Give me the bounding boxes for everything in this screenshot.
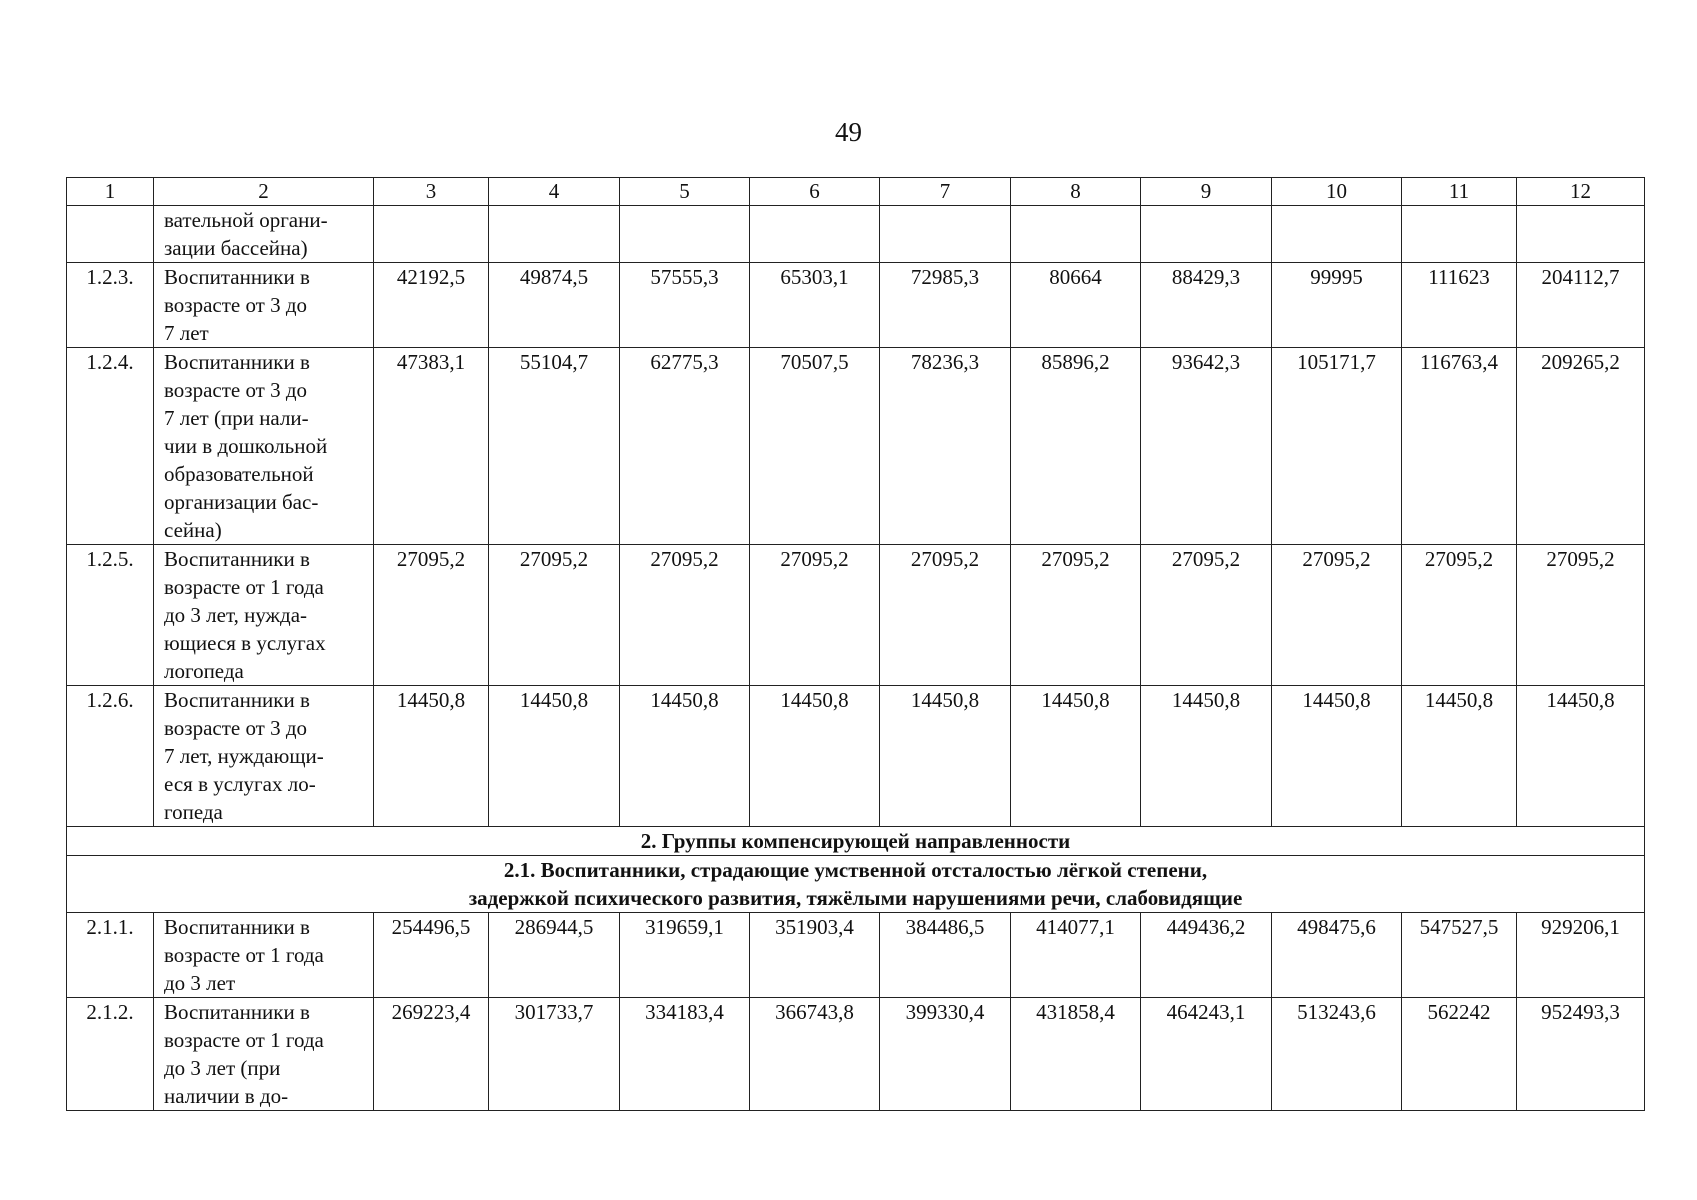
value-cell: 62775,3 [620, 348, 750, 545]
table-row [67, 263, 1645, 348]
section-2-title-line: 2. Группы компенсирующей направленности [640, 829, 1071, 853]
description-line: еся в услугах ло- [164, 772, 316, 796]
value-cell: 14450,8 [489, 686, 620, 827]
section-2-title-row [67, 827, 1645, 856]
value-cell: 319659,1 [620, 913, 750, 998]
value-cell: 254496,5 [374, 913, 489, 998]
value-cell [1011, 206, 1141, 263]
description-line: возрасте от 1 года [164, 943, 324, 967]
value-cell: 78236,3 [880, 348, 1011, 545]
row-code: 2.1.2. [67, 998, 154, 1111]
description-line: наличии в до- [164, 1084, 289, 1108]
value-cell: 204112,7 [1517, 263, 1645, 348]
value-cell: 27095,2 [1517, 545, 1645, 686]
description-line: до 3 лет, нужда- [164, 603, 308, 627]
table-row [67, 913, 1645, 998]
column-number: 8 [1011, 178, 1141, 206]
value-cell: 27095,2 [1272, 545, 1402, 686]
description-line: чии в дошкольной [164, 434, 328, 458]
description-line: сейна) [164, 518, 222, 542]
description-line: 7 лет [164, 321, 209, 345]
value-cell: 269223,4 [374, 998, 489, 1111]
page-number: 49 [835, 117, 862, 147]
value-cell [1141, 206, 1272, 263]
row-code: 1.2.4. [67, 348, 154, 545]
value-cell: 929206,1 [1517, 913, 1645, 998]
value-cell: 14450,8 [1517, 686, 1645, 827]
description-line: логопеда [164, 659, 244, 683]
row-description [154, 263, 374, 348]
column-number: 4 [489, 178, 620, 206]
table-row [67, 206, 1645, 263]
value-cell: 116763,4 [1402, 348, 1517, 545]
value-cell: 431858,4 [1011, 998, 1141, 1111]
description-line: Воспитанники в [164, 350, 310, 374]
value-cell: 14450,8 [1402, 686, 1517, 827]
value-cell: 27095,2 [1402, 545, 1517, 686]
value-cell: 449436,2 [1141, 913, 1272, 998]
row-description [154, 206, 374, 263]
column-number: 6 [750, 178, 880, 206]
table-row [67, 348, 1645, 545]
value-cell: 27095,2 [1141, 545, 1272, 686]
description-line: возрасте от 3 до [164, 293, 308, 317]
value-cell: 49874,5 [489, 263, 620, 348]
value-cell [620, 206, 750, 263]
description-line: возрасте от 1 года [164, 1028, 324, 1052]
row-description [154, 913, 374, 998]
value-cell: 47383,1 [374, 348, 489, 545]
value-cell: 27095,2 [489, 545, 620, 686]
description-line: 7 лет, нуждающи- [164, 744, 324, 768]
value-cell: 57555,3 [620, 263, 750, 348]
value-cell: 384486,5 [880, 913, 1011, 998]
value-cell: 80664 [1011, 263, 1141, 348]
column-number: 1 [67, 178, 154, 206]
value-cell: 562242 [1402, 998, 1517, 1111]
value-cell [880, 206, 1011, 263]
value-cell: 93642,3 [1141, 348, 1272, 545]
value-cell: 88429,3 [1141, 263, 1272, 348]
description-line: до 3 лет [164, 971, 236, 995]
value-cell: 414077,1 [1011, 913, 1141, 998]
value-cell: 27095,2 [374, 545, 489, 686]
column-number-row [67, 178, 1645, 206]
value-cell: 286944,5 [489, 913, 620, 998]
value-cell: 301733,7 [489, 998, 620, 1111]
tariff-table [66, 177, 1645, 1111]
row-code: 1.2.6. [67, 686, 154, 827]
table-row [67, 686, 1645, 827]
description-line: возрасте от 3 до [164, 716, 308, 740]
value-cell: 366743,8 [750, 998, 880, 1111]
value-cell: 547527,5 [1402, 913, 1517, 998]
description-line: Воспитанники в [164, 265, 310, 289]
column-number: 10 [1272, 178, 1402, 206]
section-2-1-title-line: задержкой психического развития, тяжёлыми нарушениями речи, слабовидящие [468, 886, 1243, 910]
description-line: вательной органи- [164, 208, 328, 232]
row-description [154, 545, 374, 686]
section-2-1-title [67, 856, 1645, 913]
section-2-1-title-line: 2.1. Воспитанники, страдающие умственной отсталостью лёгкой степени, [503, 858, 1208, 882]
table-row [67, 545, 1645, 686]
description-line: до 3 лет (при [164, 1056, 281, 1080]
value-cell: 27095,2 [620, 545, 750, 686]
description-line: возрасте от 3 до [164, 378, 308, 402]
value-cell: 27095,2 [1011, 545, 1141, 686]
column-number: 12 [1517, 178, 1645, 206]
value-cell: 65303,1 [750, 263, 880, 348]
description-line: зации бассейна) [164, 236, 308, 260]
column-number: 11 [1402, 178, 1517, 206]
value-cell: 14450,8 [1141, 686, 1272, 827]
description-line: Воспитанники в [164, 915, 310, 939]
value-cell: 334183,4 [620, 998, 750, 1111]
value-cell: 14450,8 [1011, 686, 1141, 827]
value-cell: 14450,8 [620, 686, 750, 827]
value-cell: 27095,2 [750, 545, 880, 686]
value-cell: 14450,8 [880, 686, 1011, 827]
value-cell: 399330,4 [880, 998, 1011, 1111]
column-number: 5 [620, 178, 750, 206]
row-code [67, 206, 154, 263]
value-cell: 464243,1 [1141, 998, 1272, 1111]
value-cell: 85896,2 [1011, 348, 1141, 545]
value-cell [1517, 206, 1645, 263]
description-line: 7 лет (при нали- [164, 406, 309, 430]
value-cell: 99995 [1272, 263, 1402, 348]
description-line: Воспитанники в [164, 547, 310, 571]
description-line: Воспитанники в [164, 1000, 310, 1024]
row-description [154, 348, 374, 545]
description-line: Воспитанники в [164, 688, 310, 712]
value-cell: 351903,4 [750, 913, 880, 998]
table-row [67, 998, 1645, 1111]
description-line: гопеда [164, 800, 223, 824]
description-line: ющиеся в услугах [164, 631, 326, 655]
column-number: 2 [154, 178, 374, 206]
value-cell: 952493,3 [1517, 998, 1645, 1111]
value-cell: 105171,7 [1272, 348, 1402, 545]
value-cell: 498475,6 [1272, 913, 1402, 998]
value-cell: 70507,5 [750, 348, 880, 545]
row-description [154, 998, 374, 1111]
column-number: 9 [1141, 178, 1272, 206]
value-cell: 14450,8 [1272, 686, 1402, 827]
description-line: возрасте от 1 года [164, 575, 324, 599]
value-cell: 513243,6 [1272, 998, 1402, 1111]
column-number: 3 [374, 178, 489, 206]
value-cell [489, 206, 620, 263]
value-cell: 209265,2 [1517, 348, 1645, 545]
row-description [154, 686, 374, 827]
value-cell [1272, 206, 1402, 263]
description-line: организации бас- [164, 490, 319, 514]
value-cell [374, 206, 489, 263]
section-2-1-title-row [67, 856, 1645, 913]
value-cell: 42192,5 [374, 263, 489, 348]
value-cell: 14450,8 [750, 686, 880, 827]
value-cell: 72985,3 [880, 263, 1011, 348]
value-cell [1402, 206, 1517, 263]
value-cell [750, 206, 880, 263]
value-cell: 27095,2 [880, 545, 1011, 686]
value-cell: 14450,8 [374, 686, 489, 827]
row-code: 1.2.5. [67, 545, 154, 686]
section-2-title [67, 827, 1645, 856]
description-line: образовательной [164, 462, 314, 486]
row-code: 1.2.3. [67, 263, 154, 348]
row-code: 2.1.1. [67, 913, 154, 998]
value-cell: 111623 [1402, 263, 1517, 348]
value-cell: 55104,7 [489, 348, 620, 545]
column-number: 7 [880, 178, 1011, 206]
